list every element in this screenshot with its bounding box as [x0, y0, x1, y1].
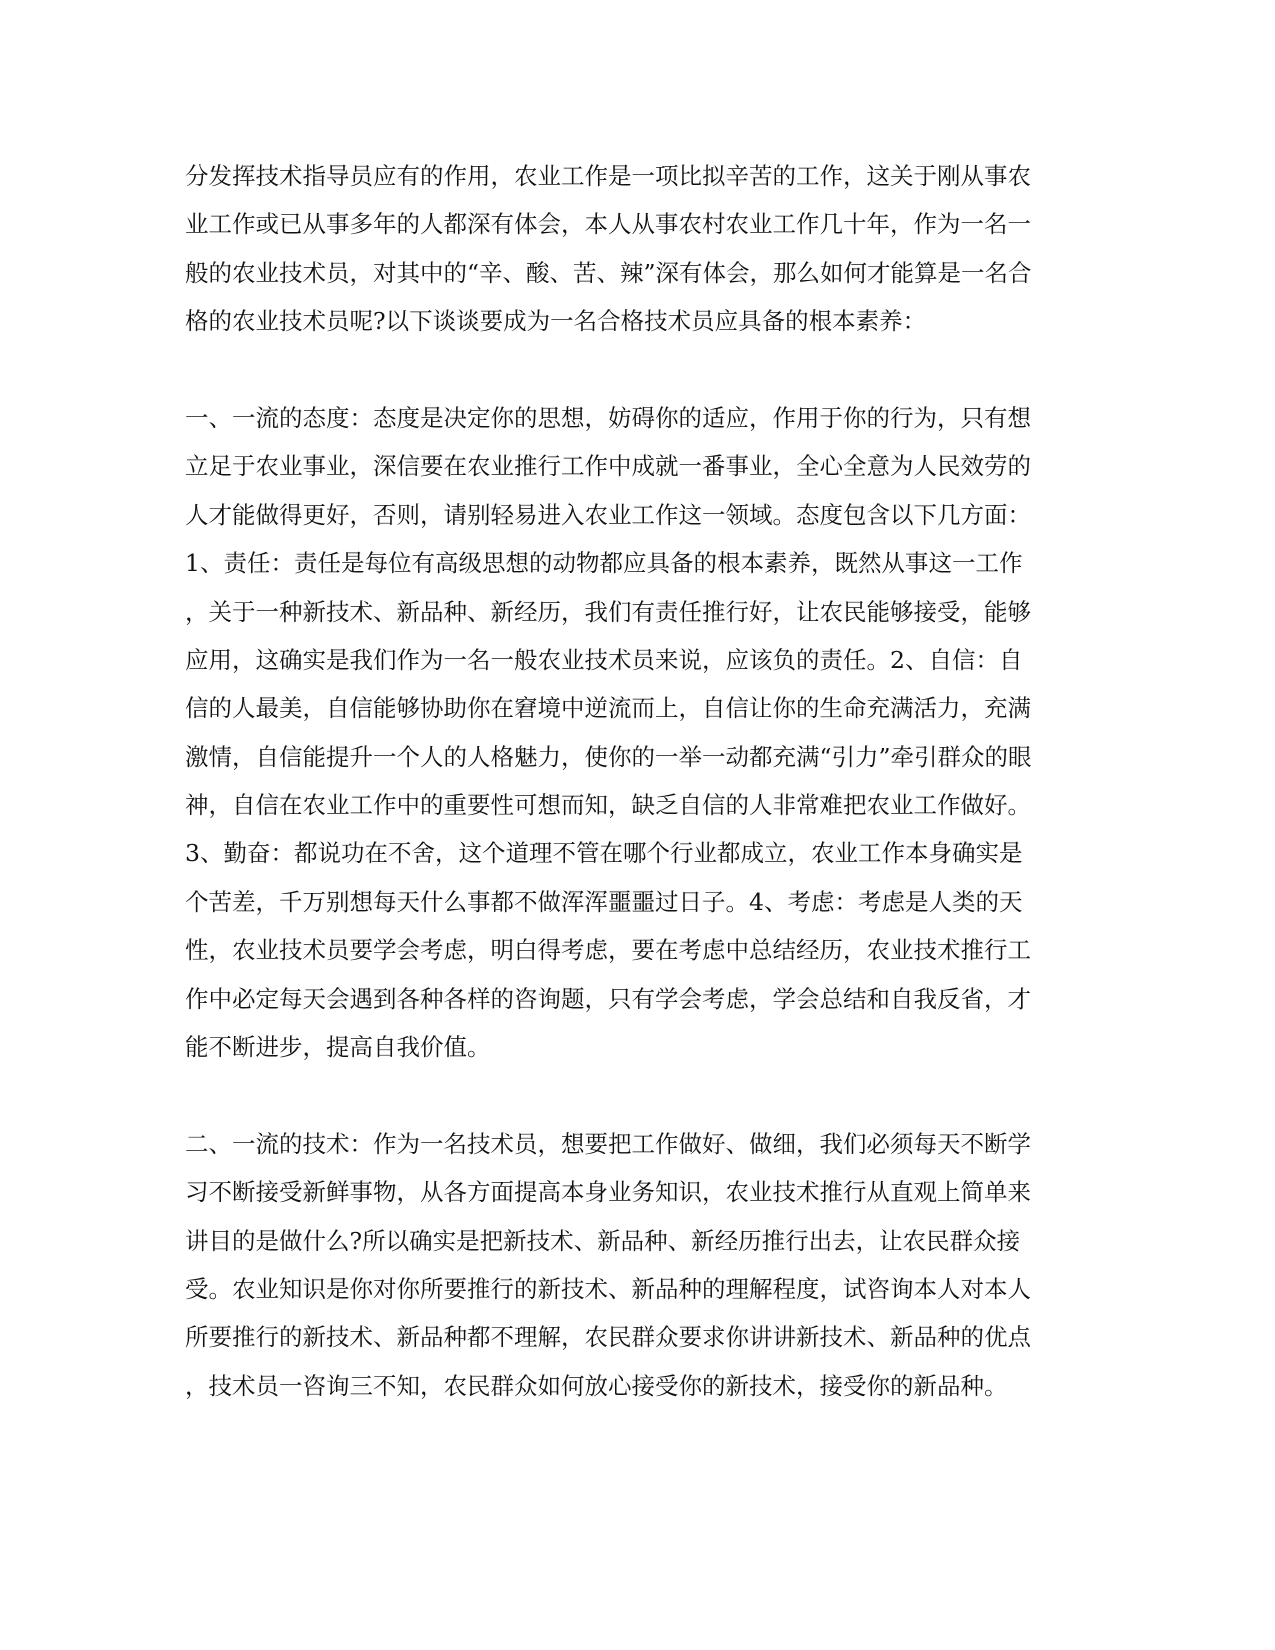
paragraph-attitude: [185, 394, 1091, 1071]
text-line: ，关于一种新技术、新品种、新经历，我们有责任推行好，让农民能够接受，能够: [185, 597, 1031, 626]
text-line: 所要推行的新技术、新品种都不理解，农民群众要求你讲讲新技术、新品种的优点: [185, 1323, 1031, 1352]
text-line: 作中必定每天会遇到各种各样的咨询题，只有学会考虑，学会总结和自我反省，才: [185, 984, 1031, 1013]
text-line: 神，自信在农业工作中的重要性可想而知，缺乏自信的人非常难把农业工作做好。: [185, 791, 1031, 820]
paragraph-spacer: [185, 1071, 1091, 1119]
text-line: 3、勤奋：都说功在不舍，这个道理不管在哪个行业都成立，农业工作本身确实是: [185, 839, 1023, 868]
text-line: 分发挥技术指导员应有的作用，农业工作是一项比拟辛苦的工作，这关于刚从事农: [185, 162, 1031, 190]
text-line: ，技术员一咨询三不知，农民群众如何放心接受你的新技术，接受你的新品种。: [185, 1371, 1008, 1400]
text-line: 个苦差，千万别想每天什么事都不做浑浑噩噩过日子。4、考虑：考虑是人类的天: [185, 887, 1023, 916]
text-line: 能不断进步，提高自我价值。: [185, 1033, 491, 1062]
text-line: 习不断接受新鲜事物，从各方面提高本身业务知识，农业技术推行从直观上简单来: [185, 1178, 1031, 1207]
text-line: 一、一流的态度：态度是决定你的思想，妨碍你的适应，作用于你的行为，只有想: [185, 403, 1031, 432]
text-line: 二、一流的技术：作为一名技术员，想要把工作做好、做细，我们必须每天不断学: [185, 1129, 1031, 1158]
text-line: 格的农业技术员呢?以下谈谈要成为一名合格技术员应具备的根本素养：: [185, 307, 927, 336]
text-line: 信的人最美，自信能够协助你在窘境中逆流而上，自信让你的生命充满活力，充满: [185, 694, 1031, 723]
text-line: 讲目的是做什么?所以确实是把新技术、新品种、新经历推行出去，让农民群众接: [185, 1226, 1021, 1255]
text-line: 受。农业知识是你对你所要推行的新技术、新品种的理解程度，试咨询本人对本人: [185, 1274, 1031, 1303]
text-line: 激情，自信能提升一个人的人格魅力，使你的一举一动都充满“引力”牵引群众的眼: [185, 742, 1032, 771]
text-line: 1、责任：责任是每位有高级思想的动物都应具备的根本素养，既然从事这一工作: [185, 549, 1023, 578]
text-line: 般的农业技术员，对其中的“辛、酸、苦、辣”深有体会，那么如何才能算是一名合: [185, 258, 1032, 287]
paragraph-technique: [185, 1120, 1091, 1410]
paragraph-intro: [185, 152, 1091, 346]
text-line: 性，农业技术员要学会考虑，明白得考虑，要在考虑中总结经历，农业技术推行工: [185, 936, 1031, 965]
document-body: [185, 152, 1091, 1410]
text-line: 应用，这确实是我们作为一名一般农业技术员来说，应该负的责任。2、自信：自: [185, 645, 1023, 674]
text-line: 人才能做得更好，否则，请别轻易进入农业工作这一领域。态度包含以下几方面：: [185, 500, 1031, 529]
text-line: 业工作或已从事多年的人都深有体会，本人从事农村农业工作几十年，作为一名一: [185, 210, 1031, 239]
paragraph-spacer: [185, 346, 1091, 394]
text-line: 立足于农业事业，深信要在农业推行工作中成就一番事业，全心全意为人民效劳的: [185, 452, 1031, 481]
